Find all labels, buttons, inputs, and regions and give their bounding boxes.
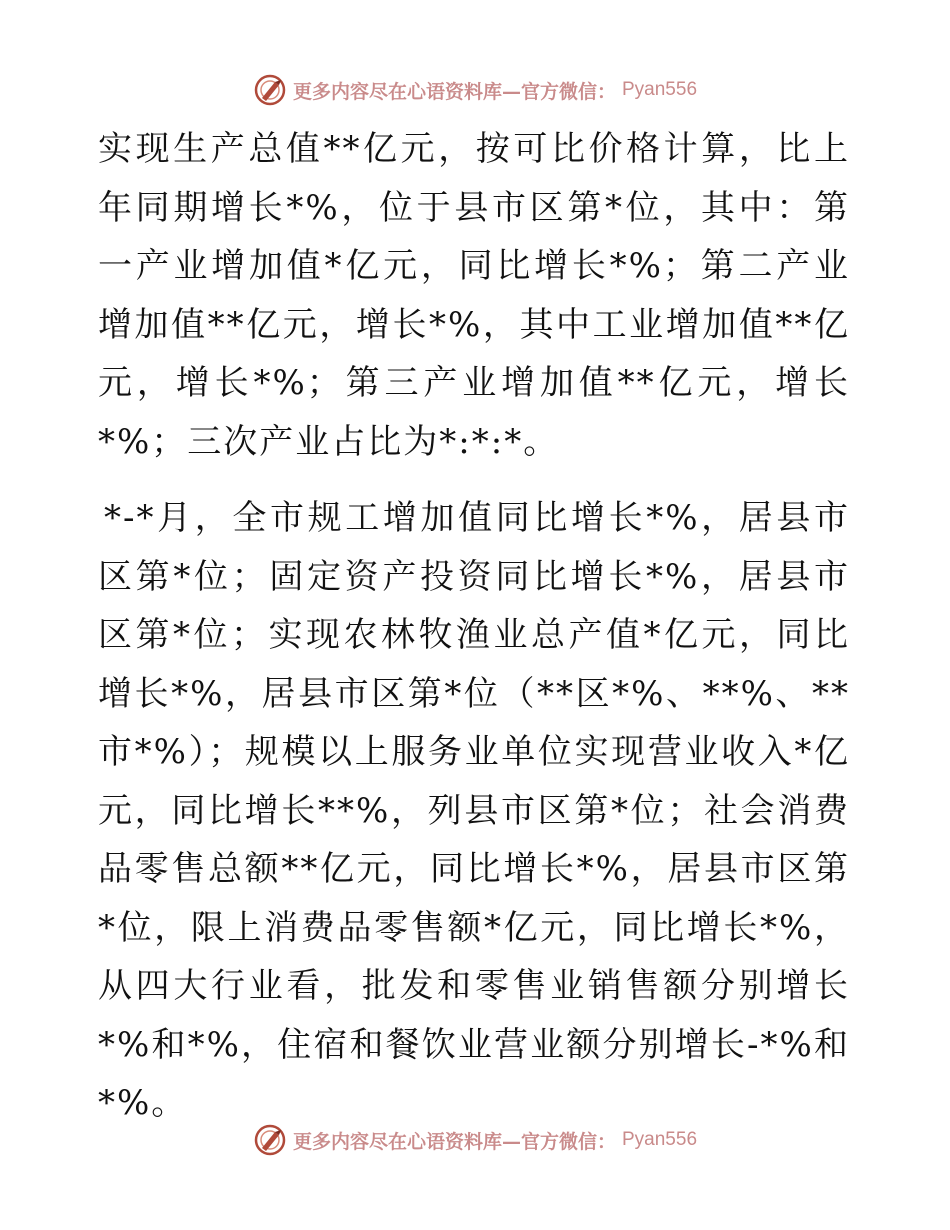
- footer-wechat-id: Pyan556: [622, 1129, 698, 1150]
- paragraph-1: 实现生产总值**亿元，按可比价格计算，比上年同期增长*%，位于县市区第*位，其中：第一产业增加值*亿元，同比增长*%；第二产业增加值**亿元，增长*%，其中工业增加值**亿元，增长*%；第三产业增加值**亿元，增长*%；三次产业占比为*:*:*。: [98, 129, 850, 462]
- header-wechat-id: Pyan556: [622, 79, 698, 100]
- header-banner-text: 更多内容尽在心语资料库—官方微信：: [292, 80, 616, 103]
- pen-nib-logo-icon: [253, 73, 287, 107]
- header-watermark-banner: [0, 70, 950, 110]
- pen-nib-logo-icon: [253, 1123, 287, 1157]
- footer-watermark-banner: [0, 1120, 950, 1160]
- footer-banner-text: 更多内容尽在心语资料库—官方微信：: [292, 1130, 616, 1153]
- paragraph-2: *-*月，全市规工增加值同比增长*%，居县市区第*位；固定资产投资同比增长*%，居县市区第*位；实现农林牧渔业总产值*亿元，同比增长*%，居县市区第*位（**区*%、**%、**市*%）；规模以上服务业单位实现营业收入*亿元，同比增长**%，列县市区第*位；社会消费品零售总额**亿元，同比增长*%，居县市区第*位，限上消费品零售额*亿元，同比增长*%，从四大行业看，批发和零售业销售额分别增长*%和*%，住宿和餐饮业营业额分别增长-*%和*%。: [98, 498, 850, 1123]
- document-body: [98, 120, 850, 1133]
